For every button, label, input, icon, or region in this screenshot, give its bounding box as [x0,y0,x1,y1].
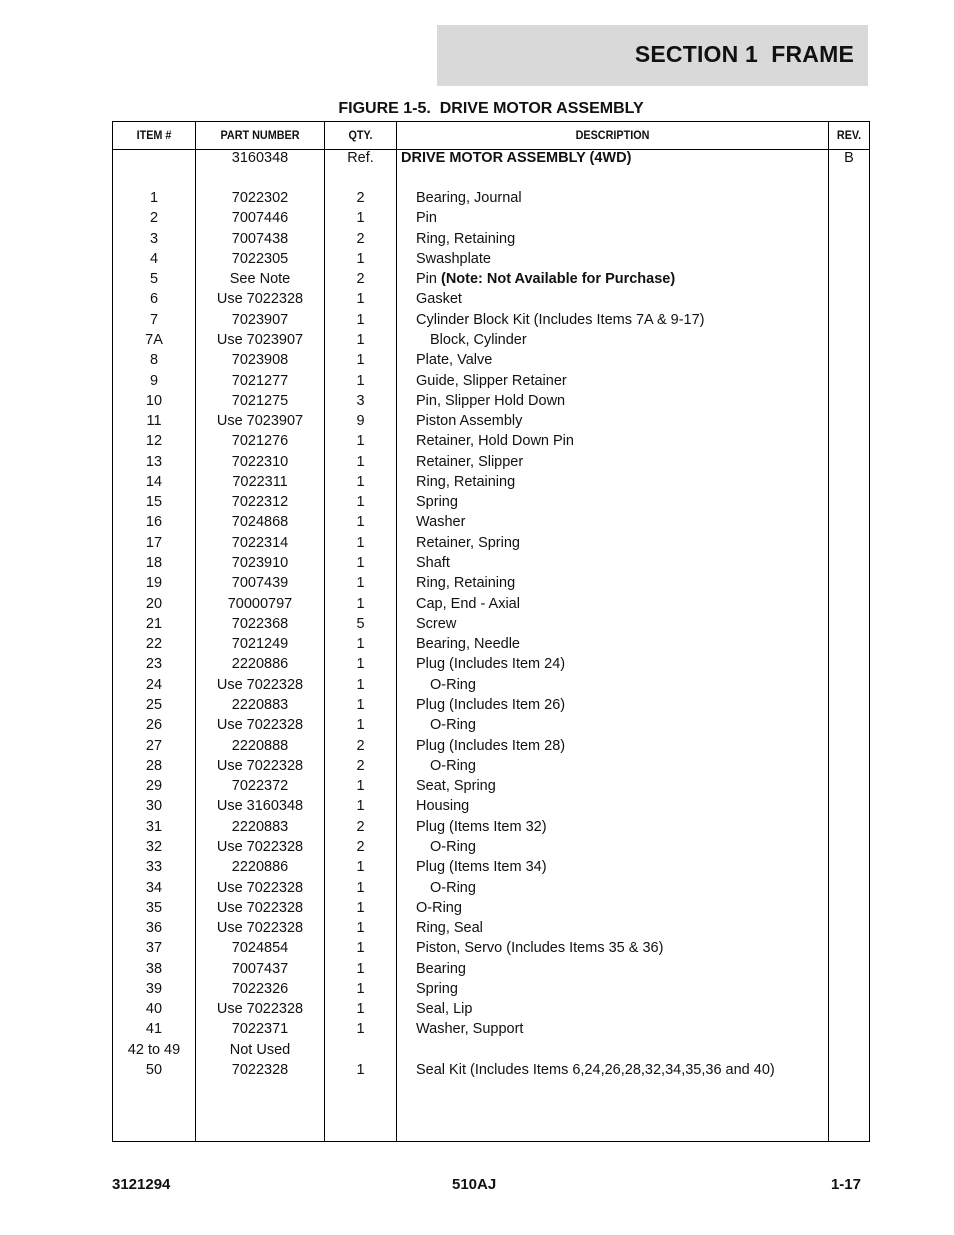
item-number: 30 [145,798,163,815]
description [416,1060,826,1080]
quantity: 1 [356,494,365,511]
footer-model: 510AJ [452,1176,497,1193]
description-text: Retainer, Slipper [416,453,524,470]
part-number: Use 7022328 [216,838,304,855]
table-row [113,573,869,593]
part-number: 7007437 [231,960,289,977]
description-text: Washer [416,514,466,531]
description-text: Plug (Includes Item 26) [416,697,566,713]
description [416,208,826,228]
item-number: 16 [145,514,163,531]
footer-document-number: 3121294 [112,1176,171,1193]
description-text: Screw [416,615,457,632]
quantity: 1 [356,940,365,957]
quantity: 1 [356,656,365,673]
description [401,148,811,168]
item-number: 9 [149,372,159,389]
quantity: 1 [356,433,365,450]
quantity: 2 [356,818,365,835]
part-number: Use 3160348 [216,798,304,815]
description-text: O-Ring [430,879,476,896]
table-row [113,999,869,1019]
part-number: Use 7023907 [216,413,304,430]
table-row [113,736,869,756]
item-number: 21 [145,615,163,632]
description-text: Cap, End - Axial [416,595,520,612]
description-text: Housing [416,798,470,815]
description [416,614,826,634]
description [416,371,826,391]
item-number: 42 to 49 [127,1041,181,1058]
description [430,878,840,898]
part-number: 2220888 [231,737,289,754]
description [416,594,826,614]
part-number: Use 7022328 [216,291,304,308]
item-number: 10 [145,392,163,409]
quantity: 1 [356,331,365,348]
item-number: 40 [145,1001,163,1018]
description-text: Piston, Servo (Includes Items 35 & 36) [416,940,664,957]
description-text: Bearing [416,960,466,977]
part-number: 7007439 [231,575,289,592]
part-number: 7024868 [231,514,289,531]
part-number: 7022372 [231,778,289,795]
table-row [113,1040,869,1060]
table-row [113,371,869,391]
table-row [113,553,869,573]
quantity: 1 [356,960,365,977]
part-number: Use 7022328 [216,717,304,734]
quantity: 1 [356,473,365,490]
quantity: 1 [356,250,365,267]
description-text: Plug (Items Item 34) [416,859,547,876]
item-number: 8 [149,352,159,369]
quantity: 1 [356,372,365,389]
description-text: Retainer, Spring [416,534,520,551]
description [430,756,840,776]
description [416,249,826,269]
part-number: 7007446 [231,210,289,227]
part-number: Not Used [229,1041,291,1058]
description [416,817,826,837]
item-number: 33 [145,859,163,876]
table-row [113,269,869,289]
table-row [113,148,869,168]
description [430,837,840,857]
part-number: 7021275 [231,392,289,409]
item-number: 50 [145,1062,163,1079]
description-text: Swashplate [416,250,491,267]
part-number: 2220883 [231,818,289,835]
item-number: 27 [145,737,163,754]
part-number: Use 7022328 [216,899,304,916]
description [416,938,826,958]
description [430,715,840,735]
quantity: 1 [356,899,365,916]
description [416,573,826,593]
part-number: 7022368 [231,615,289,632]
table-row [113,208,869,228]
item-number: 36 [145,920,163,937]
table-row [113,452,869,472]
description [416,431,826,451]
description-text: Plug (Includes Item 28) [416,737,566,754]
description-text: Plug (Items Item 32) [416,818,547,835]
section-title: SECTION 1 FRAME [634,41,854,67]
item-number: 5 [149,271,159,288]
quantity: 1 [356,534,365,551]
item-number: 7 [149,311,159,328]
item-number: 32 [145,838,163,855]
part-number: 7022314 [231,534,289,551]
item-number: 15 [145,494,163,511]
description-text: Pin [416,210,437,227]
description [416,959,826,979]
part-number: Use 7023907 [216,331,304,348]
quantity: 3 [356,392,365,409]
quantity: 1 [356,636,365,653]
description-text: Pin [416,271,441,288]
description-text: Gasket [416,291,462,308]
quantity: 1 [356,859,365,876]
revision: B [844,150,854,166]
item-number: 1 [149,190,159,206]
item-number: 25 [145,697,163,713]
description [416,553,826,573]
table-row [113,310,869,330]
description-text: Shaft [416,555,450,572]
column-header-rev: REV. [836,128,862,142]
description [416,492,826,512]
part-number: 2220883 [231,697,289,713]
table-row [113,675,869,695]
part-number: 7022312 [231,494,289,511]
part-number: 7022302 [231,190,289,206]
description [416,857,826,877]
table-row [113,411,869,431]
description-text: Bearing, Journal [416,190,522,206]
quantity: 1 [356,676,365,693]
table-row [113,837,869,857]
table-row [113,878,869,898]
description-text: O-Ring [430,717,476,734]
description-text: O-Ring [430,838,476,855]
table-row [113,249,869,269]
quantity: 2 [356,230,365,247]
description [416,310,826,330]
quantity: 1 [356,453,365,470]
item-number: 39 [145,980,163,997]
description-text: Ring, Retaining [416,473,516,490]
table-row [113,1019,869,1039]
part-number: 7007438 [231,230,289,247]
part-number: 7022328 [231,1062,289,1079]
item-number: 14 [145,473,163,490]
item-number: 29 [145,778,163,795]
quantity: 1 [356,920,365,937]
quantity: 2 [356,271,365,288]
description [430,675,840,695]
item-number: 19 [145,575,163,592]
quantity: 1 [356,352,365,369]
part-number: 70000797 [227,595,293,612]
part-number: 7022305 [231,250,289,267]
quantity: 1 [356,595,365,612]
part-number: Use 7022328 [216,676,304,693]
quantity: 2 [356,838,365,855]
item-number: 26 [145,717,163,734]
table-row [113,776,869,796]
table-row [113,533,869,553]
quantity: 9 [356,413,365,430]
description [416,229,826,249]
table-row [113,654,869,674]
description [416,472,826,492]
quantity: 1 [356,210,365,227]
table-row [113,614,869,634]
description-text: DRIVE MOTOR ASSEMBLY (4WD) [401,150,632,166]
quantity: 1 [356,879,365,896]
column-header-description: DESCRIPTION [575,128,650,142]
item-number: 41 [145,1021,163,1038]
table-row [113,817,869,837]
part-number: 7021276 [231,433,289,450]
item-number: 20 [145,595,163,612]
item-number: 3 [149,230,159,247]
description-text: O-Ring [416,899,462,916]
description-text: Seal Kit (Includes Items 6,24,26,28,32,34,35,36 and 40) [416,1062,775,1079]
table-row [113,796,869,816]
section-banner [437,25,868,86]
part-number: Use 7022328 [216,757,304,774]
table-row [113,918,869,938]
table-row [113,715,869,735]
part-number: Use 7022328 [216,879,304,896]
table-row [113,695,869,715]
quantity: 1 [356,291,365,308]
figure-title: FIGURE 1-5. DRIVE MOTOR ASSEMBLY [338,100,644,117]
item-number: 2 [149,210,159,227]
quantity: 1 [356,798,365,815]
table-row [113,289,869,309]
part-number: 7022371 [231,1021,289,1038]
description-text: O-Ring [430,676,476,693]
table-row [113,188,869,208]
table-row [113,492,869,512]
quantity: 1 [356,1062,365,1079]
table-row [113,391,869,411]
part-number: 7021277 [231,372,289,389]
quantity: 1 [356,697,365,713]
description [416,533,826,553]
description [416,796,826,816]
part-number: 2220886 [231,859,289,876]
quantity: 1 [356,311,365,328]
column-header-item: ITEM # [136,128,172,142]
quantity: 1 [356,555,365,572]
description-text: Cylinder Block Kit (Includes Items 7A & 9-17) [416,311,705,328]
table-row [113,959,869,979]
part-number: 7021249 [231,636,289,653]
table-row [113,350,869,370]
description [416,776,826,796]
table-row [113,938,869,958]
quantity: 2 [356,737,365,754]
description-text: Seat, Spring [416,778,496,795]
part-number: 7023910 [231,555,289,572]
item-number: 37 [145,940,163,957]
item-number: 6 [149,291,159,308]
description [416,452,826,472]
description [416,654,826,674]
table-row [113,472,869,492]
table-row [113,512,869,532]
item-number: 17 [145,534,163,551]
item-number: 31 [145,818,163,835]
part-number: 7023907 [231,311,289,328]
item-number: 23 [145,656,163,673]
description-text: Washer, Support [416,1021,524,1038]
description-note: (Note: Not Available for Purchase) [441,271,676,288]
description [416,289,826,309]
quantity: 1 [356,1021,365,1038]
description [416,411,826,431]
table-row [113,431,869,451]
part-number: 7022310 [231,453,289,470]
part-number: 7022311 [232,473,288,490]
footer-page-number: 1-17 [830,1176,861,1193]
part-number: See Note [229,271,291,288]
table-row [113,979,869,999]
quantity: 2 [356,757,365,774]
part-number: 2220886 [231,656,289,673]
part-number: 7023908 [231,352,289,369]
description [416,512,826,532]
description [416,1019,826,1039]
description [416,736,826,756]
item-number: 35 [145,899,163,916]
part-number: 7024854 [231,940,289,957]
description-text: Spring [416,980,458,997]
description-text: Pin, Slipper Hold Down [416,392,566,409]
item-number: 18 [145,555,163,572]
description [416,391,826,411]
quantity: 2 [356,190,365,206]
description [416,979,826,999]
item-number: 22 [145,636,163,653]
description [430,330,840,350]
description-text: Ring, Seal [416,920,483,937]
description-text: Plate, Valve [416,352,493,369]
description-text: O-Ring [430,757,476,774]
quantity: 1 [356,980,365,997]
quantity: 1 [356,778,365,795]
description-text: Retainer, Hold Down Pin [416,433,574,450]
description [416,634,826,654]
table-row [113,330,869,350]
table-row [113,594,869,614]
description [416,918,826,938]
description [416,695,826,715]
item-number: 4 [149,250,159,267]
description [416,188,826,208]
description-text: Bearing, Needle [416,636,520,653]
quantity: 1 [356,575,365,592]
item-number: 34 [145,879,163,896]
item-number: 24 [145,676,163,693]
table-row [113,857,869,877]
description-text: Ring, Retaining [416,230,516,247]
column-header-part-number: PART NUMBER [220,128,300,142]
quantity: 5 [356,615,365,632]
parts-table [112,121,870,1142]
description-text: Ring, Retaining [416,575,516,592]
description [416,269,826,289]
table-row [113,634,869,654]
quantity: 1 [356,1001,365,1018]
item-number: 13 [145,453,163,470]
item-number: 11 [146,413,162,430]
item-number: 38 [145,960,163,977]
part-number: 3160348 [231,150,289,166]
table-row [113,898,869,918]
quantity: 1 [356,514,365,531]
quantity: 1 [356,717,365,734]
description-text: Seal, Lip [416,1001,473,1018]
description-text: Block, Cylinder [430,331,527,348]
table-row [113,756,869,776]
table-row [113,229,869,249]
description [416,898,826,918]
item-number: 28 [145,757,163,774]
description-text: Guide, Slipper Retainer [416,372,567,389]
description-text: Spring [416,494,458,511]
item-number: 7A [145,331,163,348]
item-number: 12 [145,433,163,450]
table-row [113,1060,869,1080]
column-header-qty: QTY. [348,128,373,142]
part-number: 7022326 [231,980,289,997]
part-number: Use 7022328 [216,920,304,937]
description [416,999,826,1019]
description-text: Piston Assembly [416,413,523,430]
description [416,350,826,370]
part-number: Use 7022328 [216,1001,304,1018]
quantity: Ref. [347,150,374,166]
description-text: Plug (Includes Item 24) [416,656,566,673]
